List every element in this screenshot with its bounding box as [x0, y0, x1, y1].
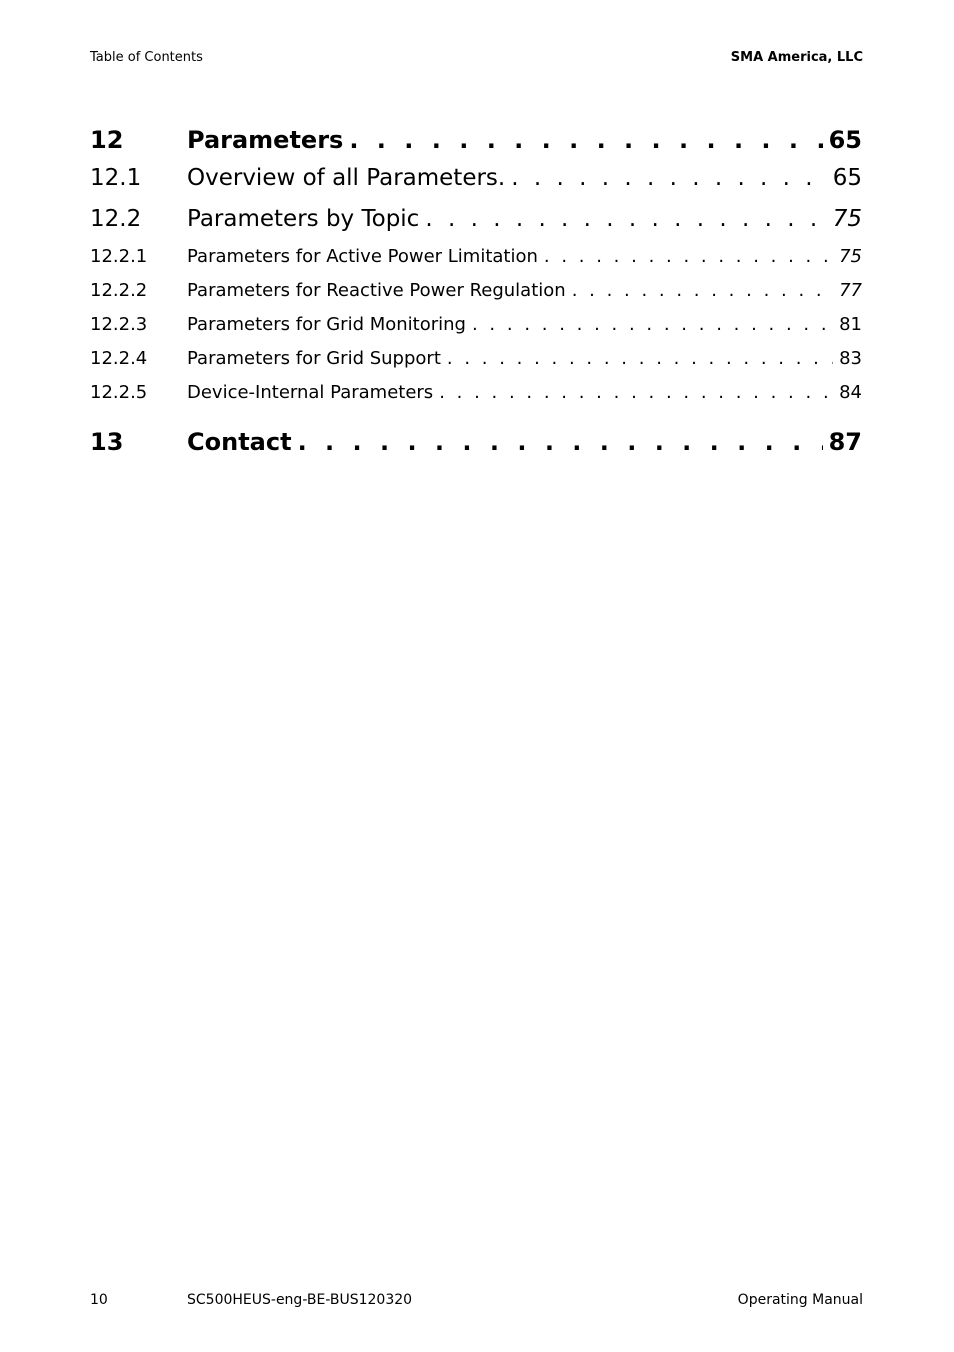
toc-dot-leader	[572, 274, 833, 308]
toc-entry-12-2-4[interactable]	[90, 342, 862, 376]
table-of-contents	[90, 122, 862, 460]
toc-dot-leader	[472, 308, 833, 342]
toc-entry-page: 77	[839, 280, 862, 301]
toc-entry-number: 12	[90, 126, 124, 154]
toc-entry-title: Parameters by Topic	[187, 206, 420, 232]
toc-entry-title: Parameters for Active Power Limitation	[187, 246, 538, 267]
toc-dot-leader	[349, 122, 822, 158]
toc-entry-number: 12.1	[90, 165, 142, 191]
toc-entry-page: 81	[839, 314, 862, 335]
toc-entry-12-2[interactable]	[90, 199, 862, 240]
toc-dot-leader	[544, 240, 833, 274]
toc-entry-page: 75	[832, 206, 862, 232]
toc-entry-12[interactable]	[90, 122, 862, 158]
toc-entry-number: 13	[90, 428, 124, 456]
footer-document-id: SC500HEUS-eng-BE-BUS120320	[187, 1292, 413, 1308]
toc-dot-leader	[447, 342, 833, 376]
toc-entry-page: 87	[828, 428, 862, 456]
toc-entry-title: Contact	[187, 428, 292, 456]
header-section-title: Table of Contents	[90, 50, 203, 65]
toc-entry-title: Parameters	[187, 126, 344, 154]
toc-entry-12-2-3[interactable]	[90, 308, 862, 342]
footer-page-number: 10	[90, 1292, 108, 1308]
toc-dot-leader	[298, 424, 823, 460]
toc-dot-leader	[439, 376, 833, 410]
footer-document-type: Operating Manual	[737, 1292, 863, 1308]
toc-entry-page: 65	[832, 165, 862, 191]
toc-entry-page: 84	[839, 382, 862, 403]
toc-dot-leader	[511, 158, 827, 199]
toc-entry-13[interactable]	[90, 424, 862, 460]
toc-entry-number: 12.2.5	[90, 382, 148, 403]
toc-entry-number: 12.2.4	[90, 348, 148, 369]
toc-entry-title: Overview of all Parameters.	[187, 165, 506, 191]
toc-entry-page: 75	[839, 246, 862, 267]
toc-entry-12-2-2[interactable]	[90, 274, 862, 308]
toc-entry-title: Device-Internal Parameters	[187, 382, 434, 403]
toc-entry-number: 12.2.1	[90, 246, 148, 267]
toc-entry-number: 12.2.2	[90, 280, 148, 301]
header-company-name: SMA America, LLC	[730, 50, 863, 65]
toc-entry-page: 83	[839, 348, 862, 369]
toc-entry-number: 12.2.3	[90, 314, 148, 335]
toc-dot-leader	[425, 199, 826, 240]
toc-entry-title: Parameters for Grid Monitoring	[187, 314, 466, 335]
toc-entry-12-2-1[interactable]	[90, 240, 862, 274]
toc-entry-title: Parameters for Grid Support	[187, 348, 441, 369]
toc-entry-page: 65	[828, 126, 862, 154]
toc-entry-title: Parameters for Reactive Power Regulation	[187, 280, 566, 301]
toc-entry-12-1[interactable]	[90, 158, 862, 199]
toc-entry-number: 12.2	[90, 206, 142, 232]
toc-entry-12-2-5[interactable]	[90, 376, 862, 410]
